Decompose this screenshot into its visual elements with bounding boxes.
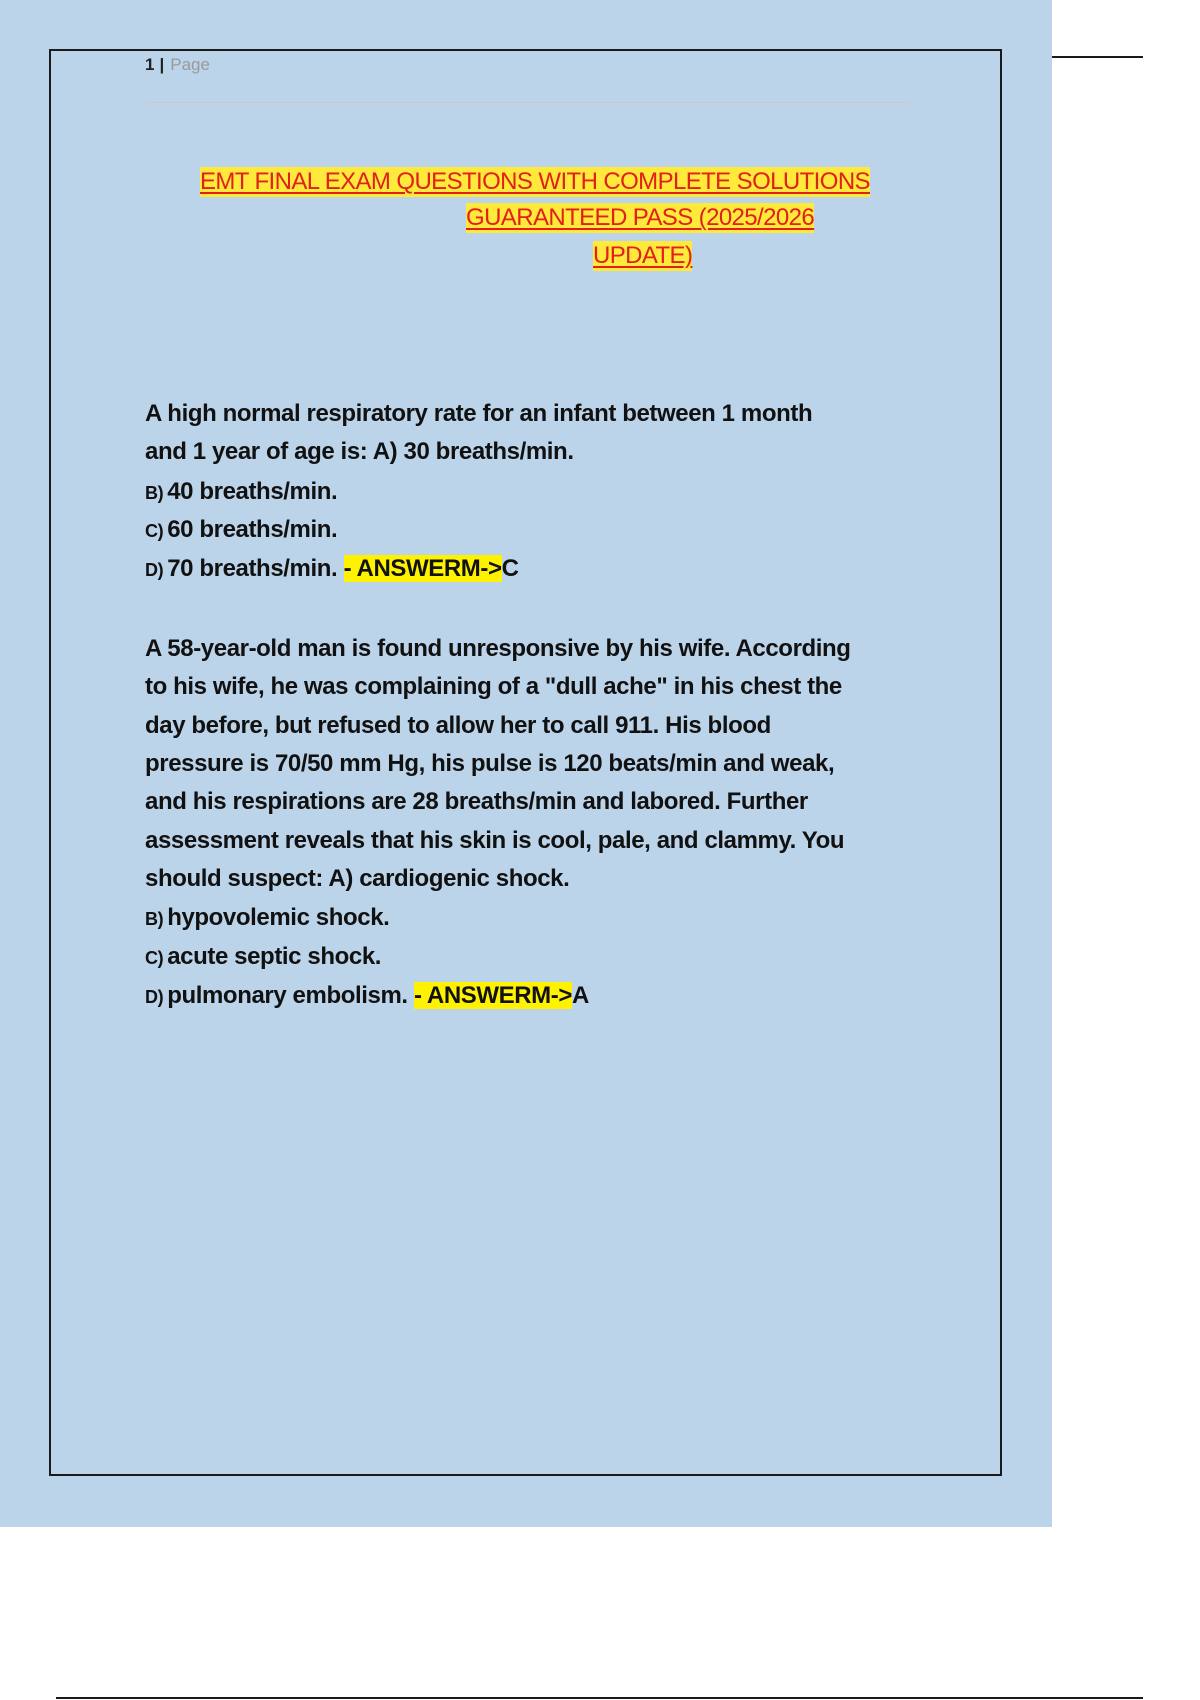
question-1-option-c <box>145 514 337 547</box>
question-1-text-line: and 1 year of age is: A) 30 breaths/min. <box>145 438 574 465</box>
question-2-text-line: pressure is 70/50 mm Hg, his pulse is 120 beats/min and weak, <box>145 750 835 777</box>
margin-rule-bottom <box>56 1697 1143 1699</box>
option-text: hypovolemic shock. <box>167 904 390 931</box>
option-letter: B) <box>145 483 164 503</box>
page-header-separator: | <box>159 55 165 74</box>
question-2-text-line: to his wife, he was complaining of a "dull ache" in his chest the <box>145 673 842 700</box>
option-letter: C) <box>145 521 164 541</box>
option-letter: B) <box>145 909 164 929</box>
option-letter: D) <box>145 560 164 580</box>
question-2-option-d <box>145 980 589 1013</box>
option-text: acute septic shock. <box>167 943 382 970</box>
answer-label: - ANSWERM-> <box>343 555 502 582</box>
margin-rule-right <box>1052 56 1143 58</box>
option-text: 60 breaths/min. <box>167 516 338 543</box>
option-text: 40 breaths/min. <box>167 478 338 505</box>
question-2-text-line: should suspect: A) cardiogenic shock. <box>145 865 570 892</box>
document-title-line-2: GUARANTEED PASS (2025/2026 <box>466 204 815 231</box>
question-2-option-c <box>145 941 381 974</box>
question-1-option-b <box>145 476 337 509</box>
header-divider <box>145 102 911 103</box>
answer-value: C <box>501 555 519 582</box>
answer-label: - ANSWERM-> <box>413 982 572 1009</box>
page-header-label: Page <box>170 55 210 74</box>
question-2-text-line: day before, but refused to allow her to call 911. His blood <box>145 712 771 739</box>
document-title-line-3: UPDATE) <box>593 242 693 269</box>
question-2-text-line: A 58-year-old man is found unresponsive by his wife. According <box>145 635 851 662</box>
option-letter: D) <box>145 987 164 1007</box>
answer-value: A <box>571 982 589 1009</box>
document-title-line-1: EMT FINAL EXAM QUESTIONS WITH COMPLETE SOLUTIONS <box>200 168 870 195</box>
option-text: pulmonary embolism. <box>167 982 408 1009</box>
question-2-option-b <box>145 902 389 935</box>
question-2-text-line: assessment reveals that his skin is cool, pale, and clammy. You <box>145 827 845 854</box>
page-number: 1 <box>145 55 155 74</box>
question-1-text-line: A high normal respiratory rate for an infant between 1 month <box>145 400 813 427</box>
question-1-option-d <box>145 553 519 586</box>
question-2-text-line: and his respirations are 28 breaths/min and labored. Further <box>145 788 808 815</box>
page-header <box>145 53 210 77</box>
option-letter: C) <box>145 948 164 968</box>
option-text: 70 breaths/min. <box>167 555 338 582</box>
